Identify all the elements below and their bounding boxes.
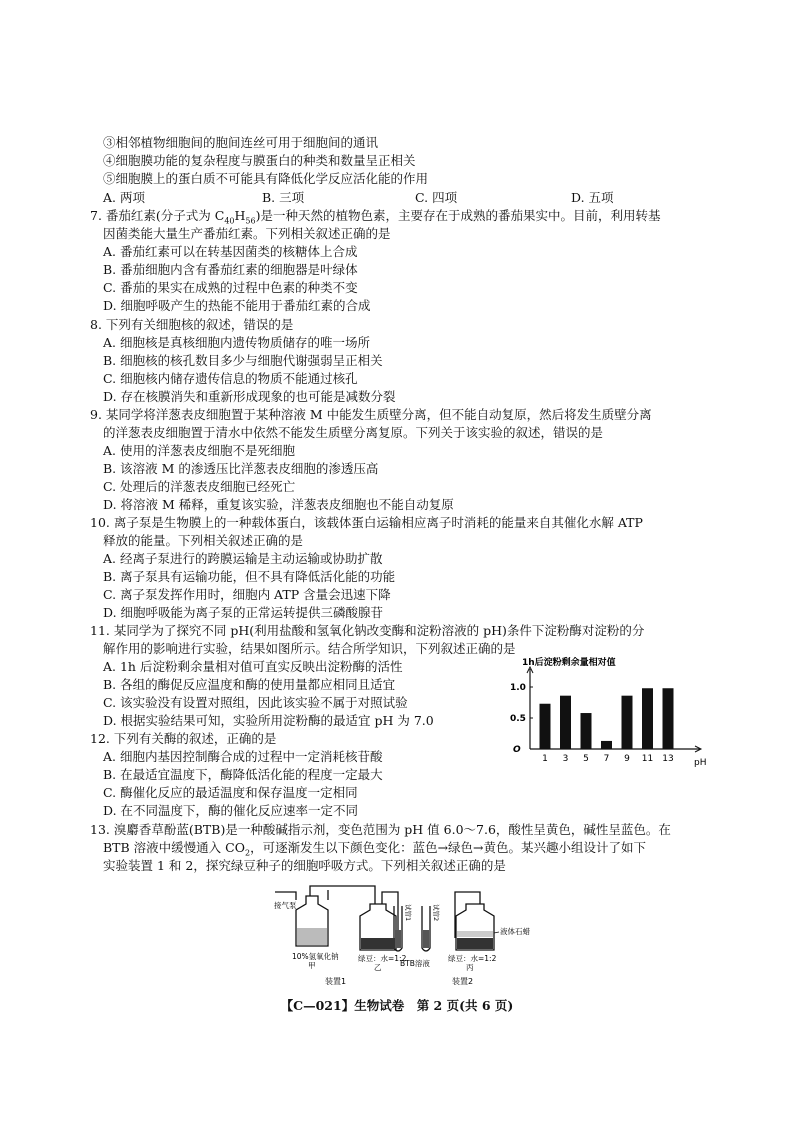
y-tick-label: 1.0 [510,683,526,693]
label-bing: 丙 [466,963,474,972]
y-tick-label: 0.5 [510,714,526,724]
chart-title: 1h后淀粉剩余量相对值 [522,658,616,668]
q7-option-d: D. 细胞呼吸产生的热能不能用于番茄红素的合成 [103,298,371,313]
q12-option-a: A. 细胞内基因控制酶合成的过程中一定消耗核苷酸 [103,749,383,764]
bar-ph-7 [601,741,612,749]
ph-starch-bar-chart [500,655,715,767]
label-pump: 接气泵 [274,901,297,910]
x-tick-label: 13 [662,754,674,764]
q10-option-a: A. 经离子泵进行的跨膜运输是主动运输或协助扩散 [103,551,383,566]
q13-stem-line3: 实验装置 1 和 2，探究绿豆种子的细胞呼吸方式。下列相关叙述正确的是 [103,858,506,873]
q6-option-c: C. 四项 [415,190,458,205]
q9-stem-line2: 的洋葱表皮细胞置于清水中依然不能发生质壁分离复原。下列关于该实验的叙述，错误的是 [103,425,604,440]
q8-option-a: A. 细胞核是真核细胞内遗传物质储存的唯一场所 [103,335,370,350]
q6-option-a: A. 两项 [103,190,145,205]
q13-stem-line1: 13. 溴麝香草酚蓝(BTB)是一种酸碱指示剂，变色范围为 pH 值 6.0～7.6，酸性呈黄色，碱性呈蓝色。在 [90,822,671,837]
q12-option-c: C. 酶催化反应的最适温度和保存温度一定相同 [103,785,358,800]
page-footer: 【C—021】生物试卷 第 2 页(共 6 页) [280,998,514,1013]
q8-option-c: C. 细胞核内储存遗传信息的物质不能通过核孔 [103,371,358,386]
q7-option-c: C. 番茄的果实在成熟的过程中色素的种类不变 [103,280,358,295]
btb-tube-1 [395,930,401,948]
beans-bing [457,938,493,949]
q9-option-a: A. 使用的洋葱表皮细胞不是死细胞 [103,443,295,458]
bar-ph-1 [540,704,551,749]
q12-stem: 12. 下列有关酶的叙述，正确的是 [90,731,277,746]
q10-option-c: C. 离子泵发挥作用时，细胞内 ATP 含量会迅速下降 [103,587,391,602]
q9-option-d: D. 将溶液 M 稀释，重复该实验，洋葱表皮细胞也不能自动复原 [103,497,454,512]
q11-option-c: C. 该实验没有设置对照组，因此该实验不属于对照试验 [103,695,408,710]
label-paraffin: 液体石蜡 [500,927,530,936]
q12-option-d: D. 在不同温度下，酶的催化反应速率一定不同 [103,803,359,818]
q8-option-b: B. 细胞核的核孔数目多少与细胞代谢强弱呈正相关 [103,353,383,368]
q6-statement-5: ⑤细胞膜上的蛋白质不可能具有降低化学反应活化能的作用 [103,171,429,186]
x-tick-label: 11 [641,754,654,764]
x-tick-label: 7 [603,754,610,764]
q7-option-b: B. 番茄细胞内含有番茄红素的细胞器是叶绿体 [103,262,358,277]
q11-option-a: A. 1h 后淀粉剩余量相对值可直实反映出淀粉酶的活性 [103,659,403,674]
q7-stem-line1: 7. 番茄红素(分子式为 $C_{40}H_{56}$)是一种天然的植物色素，主要存在于成熟的番茄果实中。目前，利用转基 [90,208,661,226]
bar-ph-5 [581,713,592,749]
q6-option-b: B. 三项 [262,190,305,205]
label-yi: 乙 [374,963,382,972]
q7-stem-line2: 因菌类能大量生产番茄红素。下列相关叙述正确的是 [103,226,391,241]
q10-option-d: D. 细胞呼吸能为离子泵的正常运转提供三磷酸腺苷 [103,605,384,620]
q6-statement-4: ④细胞膜功能的复杂程度与膜蛋白的种类和数量呈正相关 [103,153,416,168]
q7-option-a: A. 番茄红素可以在转基因菌类的核糖体上合成 [103,244,358,259]
label-beans-2: 绿豆：水=1:2 [448,954,497,963]
q11-option-b: B. 各组的酶促反应温度和酶的使用量都应相同且适宜 [103,677,396,692]
tube-jia-yi [310,886,375,904]
q6-statement-3: ③相邻植物细胞间的胞间连丝可用于细胞间的通讯 [103,135,379,150]
btb-tube-2 [423,930,429,948]
x-axis-label: pH [694,758,707,767]
bar-ph-11 [642,688,653,749]
q11-stem-line2: 解作用的影响进行实验，结果如图所示。结合所学知识，下列叙述正确的是 [103,641,516,656]
bar-ph-9 [622,696,633,749]
q6-option-d: D. 五项 [571,190,614,205]
q9-stem-line1: 9. 某同学将洋葱表皮细胞置于某种溶液 M 中能发生质壁分离，但不能自动复原，然后将发生质壁分离 [90,407,652,422]
bar-ph-3 [560,696,571,749]
q13-stem-line2: BTB 溶液中缓慢通入 $CO_2$，可逐渐发生以下颜色变化：蓝色→绿色→黄色。某兴趣小组设计了如下 [103,840,647,858]
q9-option-b: B. 该溶液 M 的渗透压比洋葱表皮细胞的渗透压高 [103,461,379,476]
naoh-solution [297,928,327,945]
label-device-2: 装置2 [452,977,474,986]
q10-stem-line1: 10. 离子泵是生物膜上的一种载体蛋白，该载体蛋白运输相应离子时消耗的能量来自其催化水解 ATP [90,515,643,530]
q11-option-d: D. 根据实验结果可知，实验所用淀粉酶的最适宜 pH 为 7.0 [103,713,434,728]
apparatus-diagram [270,878,540,990]
label-beans-1: 绿豆：水=1:2 [358,954,407,963]
q9-option-c: C. 处理后的洋葱表皮细胞已经死亡 [103,479,296,494]
label-btb: BTB溶液 [400,959,430,968]
beans-yi [361,938,395,949]
pump-tube [275,892,296,900]
x-tick-label: 9 [624,754,630,764]
label-naoh: 10%氢氧化钠 [292,952,339,961]
label-tube-2: 试管2 [432,904,440,922]
q8-stem: 8. 下列有关细胞核的叙述，错误的是 [90,317,294,332]
x-tick-label: 1 [542,754,548,764]
x-tick-label: 5 [583,754,589,764]
bar-ph-13 [663,688,674,749]
q8-option-d: D. 存在核膜消失和重新形成现象的也可能是减数分裂 [103,389,396,404]
paraffin-layer [457,931,493,937]
label-tube-1: 试管1 [404,904,412,922]
x-tick-label: 3 [562,754,569,764]
q11-stem-line1: 11. 某同学为了探究不同 pH(利用盐酸和氢氧化钠改变酶和淀粉溶液的 pH)条件下淀粉酶对淀粉的分 [90,623,645,638]
label-device-1: 装置1 [325,977,347,986]
origin-label: O [513,745,521,755]
q12-option-b: B. 在最适宜温度下，酶降低活化能的程度一定最大 [103,767,383,782]
q10-option-b: B. 离子泵具有运输功能，但不具有降低活化能的功能 [103,569,396,584]
q10-stem-line2: 释放的能量。下列相关叙述正确的是 [103,533,304,548]
label-jia: 甲 [308,961,316,970]
